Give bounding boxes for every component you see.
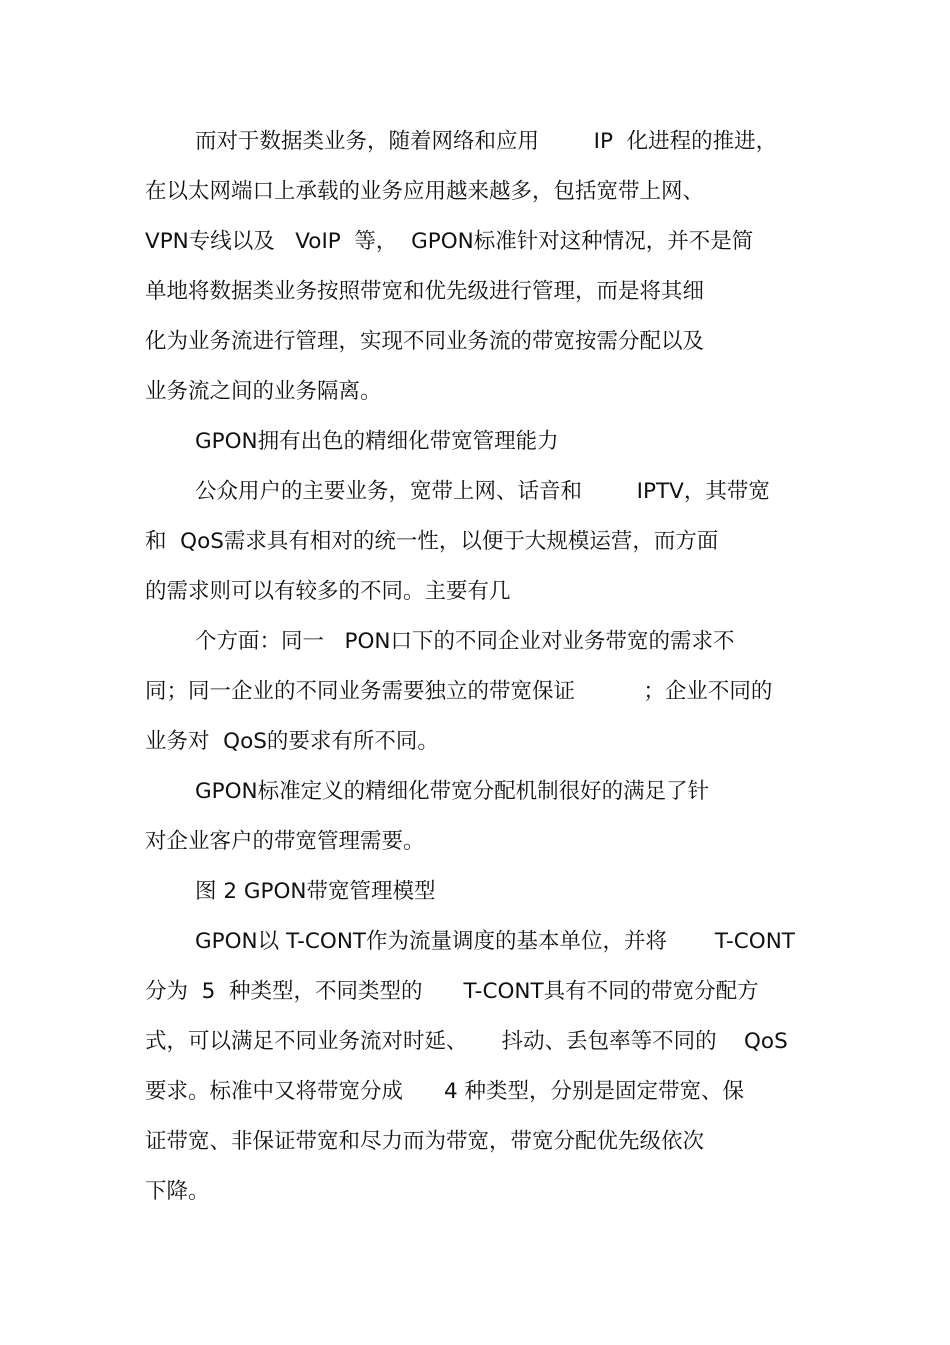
text-line: 个方面：同一 PON口下的不同企业对业务带宽的需求不 [195, 629, 735, 654]
text-line: 分为 5 种类型，不同类型的 T-CONT具有不同的带宽分配方 [145, 979, 759, 1004]
text-line: 化为业务流进行管理，实现不同业务流的带宽按需分配以及 [145, 329, 705, 354]
text-line: 式，可以满足不同业务流对时延、 抖动、丢包率等不同的 QoS [145, 1029, 788, 1054]
text-line: 公众用户的主要业务，宽带上网、话音和 IPTV，其带宽 [195, 479, 770, 504]
section-heading: GPON拥有出色的精细化带宽管理能力 [195, 429, 559, 454]
text-line: 要求。标准中又将带宽分成 4 种类型，分别是固定带宽、保 [145, 1079, 745, 1104]
text-line: 而对于数据类业务，随着网络和应用 IP 化进程的推进， [195, 129, 778, 154]
text-line: VPN专线以及 VoIP 等， GPON标准针对这种情况，并不是简 [145, 229, 754, 254]
text-line: 和 QoS需求具有相对的统一性，以便于大规模运营，而方面 [145, 529, 719, 554]
text-line: GPON以 T-CONT作为流量调度的基本单位，并将 T-CONT [195, 929, 795, 954]
text-line: 同；同一企业的不同业务需要独立的带宽保证 ；企业不同的 [145, 679, 773, 704]
text-line: 的需求则可以有较多的不同。主要有几 [145, 579, 511, 604]
text-line: 业务对 QoS的要求有所不同。 [145, 729, 439, 754]
text-line: 单地将数据类业务按照带宽和优先级进行管理，而是将其细 [145, 279, 705, 304]
text-line: 下降。 [145, 1179, 210, 1204]
text-line: 业务流之间的业务隔离。 [145, 379, 382, 404]
text-line: GPON标准定义的精细化带宽分配机制很好的满足了针 [195, 779, 710, 804]
text-line: 对企业客户的带宽管理需要。 [145, 829, 425, 854]
text-line: 证带宽、非保证带宽和尽力而为带宽，带宽分配优先级依次 [145, 1129, 705, 1154]
figure-caption: 图 2 GPON带宽管理模型 [195, 879, 436, 904]
text-line: 在以太网端口上承载的业务应用越来越多，包括宽带上网、 [145, 179, 705, 204]
